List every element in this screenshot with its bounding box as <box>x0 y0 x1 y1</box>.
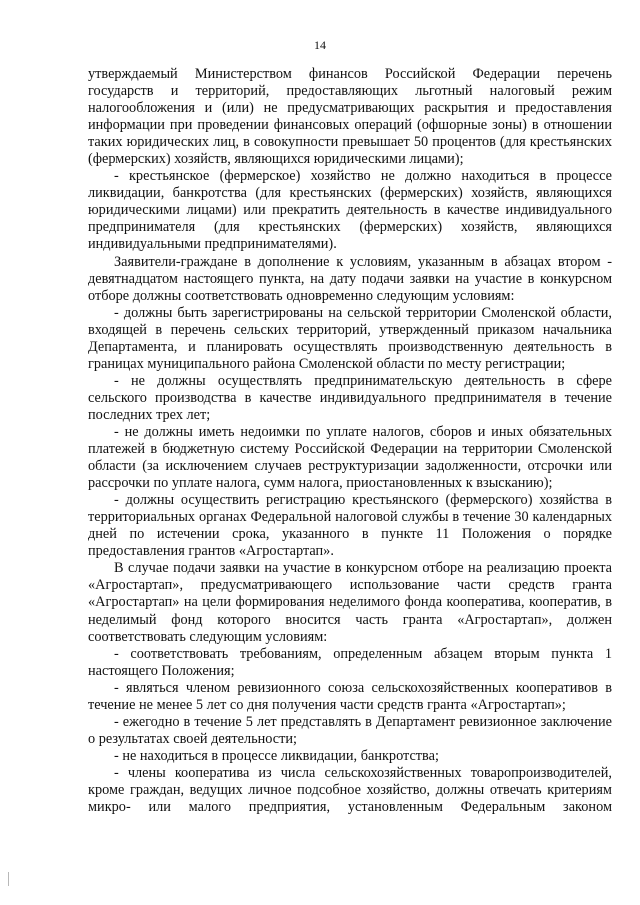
paragraph: - не находиться в процессе ликвидации, банкротства; <box>114 747 439 764</box>
paragraph: - члены кооператива из числа сельскохозяйственных товаропроизводителей, кроме граждан, ведущих личное подсобное хозяйство, должны отвечать критериям микро- или малого предприятия, установленным Федеральным законом <box>88 764 612 816</box>
paragraph: - являться членом ревизионного союза сельскохозяйственных кооперативов в течение не менее 5 лет со дня получения части средств гранта «Агростартап»; <box>88 679 612 713</box>
margin-mark <box>8 872 9 886</box>
paragraph: Заявители-граждане в дополнение к условиям, указанным в абзацах втором - девятнадцатом настоящего пункта, на дату подачи заявки на участие в конкурсном отборе должны соответствовать одновременно следующим условиям: <box>88 253 612 304</box>
paragraph: - не должны иметь недоимки по уплате налогов, сборов и иных обязательных платежей в бюджетную систему Российской Федерации на территории Смоленской области (за исключением случаев реструктуризации задолженности, отсрочки или рассрочки по уплате налога, сумм налога, приостановленных к взысканию); <box>88 423 612 492</box>
paragraph: - ежегодно в течение 5 лет представлять в Департамент ревизионное заключение о результатах своей деятельности; <box>88 713 612 747</box>
paragraph: - не должны осуществлять предпринимательскую деятельность в сфере сельского производства в качестве индивидуального предпринимателя в течение последних трех лет; <box>88 372 612 423</box>
paragraph: утверждаемый Министерством финансов Российской Федерации перечень государств и территорий, предоставляющих льготный налоговый режим налогообложения и (или) не предусматривающих раскрытия и предоставления информации при проведении финансовых операций (офшорные зоны) в отношении таких юридических лиц, в совокупности превышает 50 процентов (для крестьянских (фермерских) хозяйств, являющихся юридическими лицами); <box>88 66 612 168</box>
paragraph: - соответствовать требованиям, определенным абзацем вторым пункта 1 настоящего Положения; <box>88 645 612 679</box>
paragraph: В случае подачи заявки на участие в конкурсном отборе на реализацию проекта «Агростартап», предусматривающего использование части средств гранта «Агростартап» на цели формирования неделимого фонда кооператива, кооператив, в неделимый фонд которого вносится часть гранта «Агростартап», должен соответствовать следующим условиям: <box>88 560 612 645</box>
paragraph: - должны осуществить регистрацию крестьянского (фермерского) хозяйства в территориальных органах Федеральной налоговой службы в течение 30 календарных дней по истечении срока, указанного в пункте 11 Положения о порядке предоставления грантов «Агростартап». <box>88 492 612 560</box>
page-number: 14 <box>314 38 326 52</box>
paragraph: - крестьянское (фермерское) хозяйство не должно находиться в процессе ликвидации, банкротства (для крестьянских (фермерских) хозяйств, являющихся юридическими лицами) или прекратить деятельность в качестве индивидуального предпринимателя (для крестьянских (фермерских) хозяйств, являющихся индивидуальными предпринимателями). <box>88 168 612 253</box>
paragraph: - должны быть зарегистрированы на сельской территории Смоленской области, входящей в перечень сельских территорий, утвержденный приказом начальника Департамента, и планировать осуществлять производственную деятельность в границах муниципального района Смоленской области по месту регистрации; <box>88 304 612 372</box>
document-body <box>88 66 612 816</box>
